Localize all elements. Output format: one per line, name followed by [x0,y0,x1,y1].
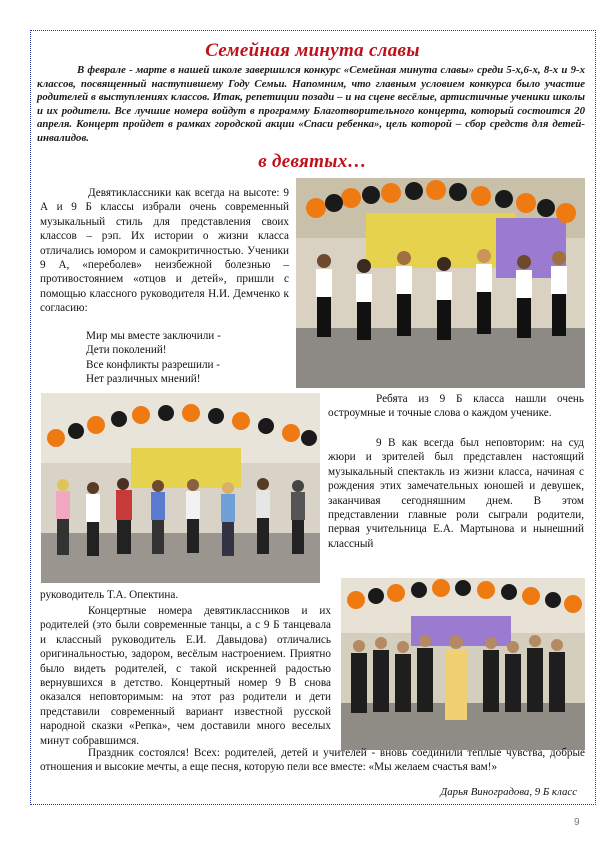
paragraph-9v-end: руководитель Т.А. Опектина. [40,589,179,601]
paragraph-9b: Ребята из 9 Б класса нашли очень остроумные и точные слова о каждом ученике. [328,393,584,420]
paragraph-9v: 9 В как всегда был неповторим: на суд жюри и зрителей был представлен настоящий музыкальный спектакль из жизни класса, начиная с рождения этих замечательных юношей и девушек, заканчивая сегодняшним днем. В этом представлении главные роли сыграли родители, первая учительница Е.А. Мартынова и нынешний классный [328,437,584,550]
photo-parents-dance [41,393,320,583]
photo-dancers [296,178,585,388]
paragraph-conclusion: Праздник состоялся! Всех: родителей, детей и учителей - вновь соединили теплые чувства, добрые отношения и высокие мечты, а еще песня, которую пели все вместе: «Мы желаем счастья вам!» [40,747,585,774]
poem-line: Нет различных мнений! [86,373,201,386]
subheading: в девятых… [258,151,367,172]
paragraph-9a: Девятиклассники как всегда на высоте: 9 А и 9 Б классы избрали очень современный музыкальный стиль для представления своих классов – рэп. Их истории о жизни класса отличались юмором и самокритичностью. Ученики 9 А, «переболев» неизбежной болезнью – противостоянием «отцов и детей», пришли с помощью классного руководителя Н.И. Демченко к согласию: [40,187,289,315]
author-signature: Дарья Виноградова, 9 Б класс [440,786,577,798]
poem-line: Мир мы вместе заключили - [86,330,221,342]
page-title: Семейная минута славы [205,40,420,61]
intro-paragraph: В феврале - марте в нашей школе завершился конкурс «Семейная минута славы» среди 5-х,6-х, 8-х и 9-х классов, посвященный наступившему Году Семьи. Напомним, что главным условием конкурса было участие родителей в выступлениях классов. Итак, репетиции позади – и на сцене весёлые, артистичные ученики школы и их родители. Все лучшие номера войдут в программу Благотворительного концерта, который состоится 20 апреля. Концерт пройдет в рамках городской акции «Спаси ребенка», цель которой – сбор средств для детей-инвалидов. [37,64,585,144]
parents-dance-photo-image [41,393,320,583]
poem-line: Дети поколений! [86,344,167,357]
page-number: 9 [574,817,580,828]
choir-photo-image [341,578,585,750]
paragraph-concert: Концертные номера девятиклассников и их родителей (это были современные танцы, а с 9 Б танцевала и классный руководитель Е.И. Давыдова) отличались оригинальностью, задором, весёлым настроением. Приятно было видеть родителей, с такой искренней радостью вернувшихся в детство. Концертный номер 9 В снова оказался неповторимым: на этот раз родители и дети представили современный вариант известной русской народной сказки «Репка», чем доставили много веселых минут собравшимся. [40,605,331,747]
dancers-photo-image [296,178,585,388]
poem [86,329,221,387]
photo-choir [341,578,585,750]
poem-line: Все конфликты разрешили - [86,358,221,371]
